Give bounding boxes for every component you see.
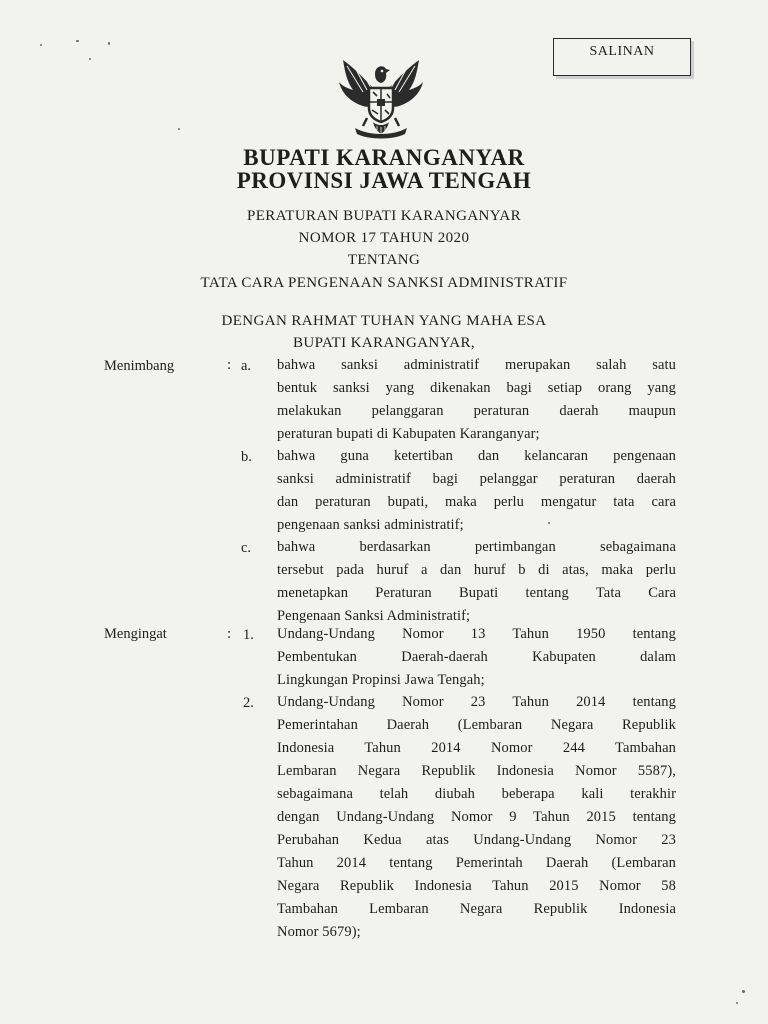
- text-line: bentuk sanksi yang dikenakan bagi setiap orang yang: [277, 380, 676, 396]
- scan-speck: [40, 44, 42, 46]
- preamble-line-2: BUPATI KARANGANYAR,: [292, 335, 476, 351]
- item-marker: a.: [241, 358, 252, 374]
- item-marker: 1.: [243, 627, 254, 643]
- regulation-number: NOMOR 17 TAHUN 2020: [298, 230, 470, 246]
- mengingat-label: Mengingat: [104, 626, 167, 642]
- menimbang-label: Menimbang: [104, 358, 175, 374]
- text-line: Pembentukan Daerah-daerah Kabupaten dalam: [277, 649, 676, 665]
- header-line-2: PROVINSI JAWA TENGAH: [236, 168, 532, 193]
- text-line: Indonesia Tahun 2014 Nomor 244 Tambahan: [277, 740, 676, 756]
- text-line: menetapkan Peraturan Bupati tentang Tata Cara: [277, 585, 676, 601]
- text-line: Pengenaan Sanksi Administratif;: [277, 608, 471, 624]
- text-line: melakukan pelanggaran peraturan daerah maupun: [277, 403, 676, 419]
- scan-speck: [178, 128, 180, 130]
- item-marker: b.: [241, 449, 252, 465]
- text-line: sebagaimana telah diubah beberapa kali terakhir: [277, 786, 676, 802]
- text-line: Undang-Undang Nomor 13 Tahun 1950 tentang: [277, 626, 676, 642]
- text-line: Lingkungan Propinsi Jawa Tengah;: [277, 672, 485, 688]
- text-line: dengan Undang-Undang Nomor 9 Tahun 2015 tentang: [277, 809, 676, 825]
- text-line: Tahun 2014 tentang Pemerintah Daerah (Lembaran: [277, 855, 676, 871]
- text-line: Undang-Undang Nomor 23 Tahun 2014 tentang: [277, 694, 676, 710]
- item-marker: c.: [241, 540, 252, 556]
- text-line: Negara Republik Indonesia Tahun 2015 Nomor 58: [277, 878, 676, 894]
- header-line-1: BUPATI KARANGANYAR: [243, 145, 525, 170]
- menimbang-colon: :: [227, 357, 232, 373]
- salinan-stamp: SALINAN: [553, 38, 691, 76]
- regulation-about: TENTANG: [347, 252, 421, 268]
- text-line: Tambahan Lembaran Negara Republik Indonesia: [277, 901, 676, 917]
- scan-speck: [89, 58, 91, 60]
- text-line: peraturan bupati di Kabupaten Karanganyar;: [277, 426, 540, 442]
- regulation-subject: TATA CARA PENGENAAN SANKSI ADMINISTRATIF: [200, 275, 568, 291]
- text-line: Perubahan Kedua atas Undang-Undang Nomor 23: [277, 832, 676, 848]
- scan-speck: [76, 40, 79, 42]
- text-line: bahwa berdasarkan pertimbangan sebagaimana: [277, 539, 676, 555]
- item-marker: 2.: [243, 695, 254, 711]
- text-line: sanksi administratif bagi pelanggar peraturan daerah: [277, 471, 676, 487]
- scan-speck: [108, 42, 110, 45]
- text-line: dan peraturan bupati, maka perlu mengatur tata cara: [277, 494, 676, 510]
- text-line: pengenaan sanksi administratif;: [277, 517, 464, 533]
- text-line: Pemerintahan Daerah (Lembaran Negara Republik: [277, 717, 676, 733]
- text-line: bahwa guna ketertiban dan kelancaran pengenaan: [277, 448, 676, 464]
- text-line: Nomor 5679);: [277, 924, 361, 940]
- scan-speck: [742, 990, 745, 993]
- garuda-emblem-icon: [333, 52, 429, 144]
- regulation-title: PERATURAN BUPATI KARANGANYAR: [246, 208, 521, 224]
- text-line: bahwa sanksi administratif merupakan salah satu: [277, 357, 676, 373]
- preamble-line-1: DENGAN RAHMAT TUHAN YANG MAHA ESA: [221, 313, 547, 329]
- scan-speck: [736, 1002, 738, 1004]
- text-line: tersebut pada huruf a dan huruf b di atas, maka perlu: [277, 562, 676, 578]
- text-line: Lembaran Negara Republik Indonesia Nomor 5587),: [277, 763, 676, 779]
- mengingat-colon: :: [227, 626, 232, 642]
